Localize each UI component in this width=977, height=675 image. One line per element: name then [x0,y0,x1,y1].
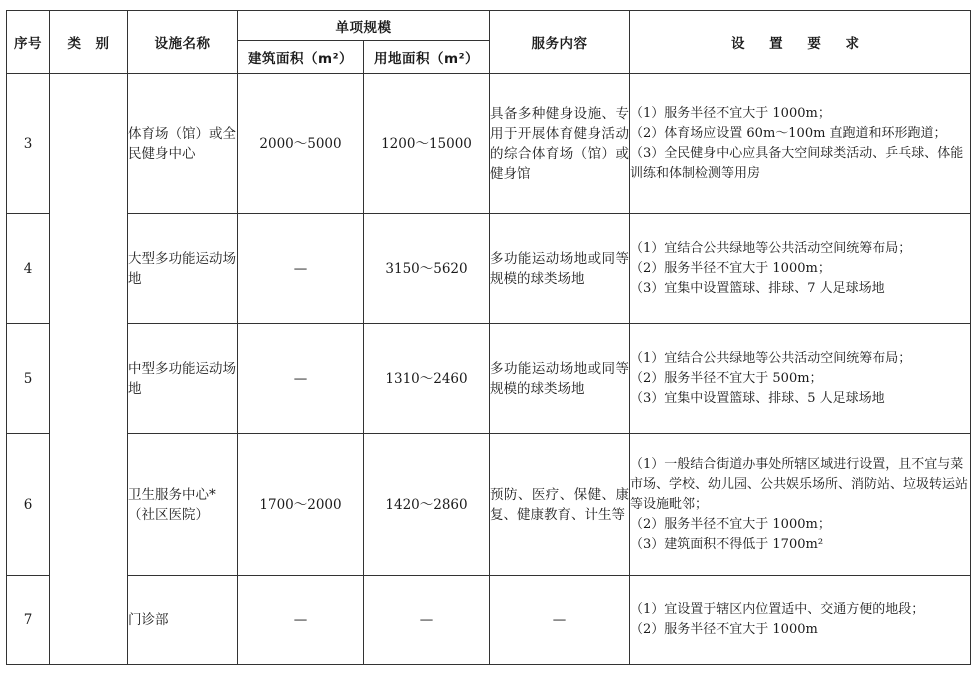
row-index: 5 [7,324,50,434]
header-service-content: 服务内容 [490,11,630,74]
building-area: — [238,576,364,665]
service-content: 多功能运动场地或同等规模的球类场地 [490,214,630,324]
service-content: 多功能运动场地或同等规模的球类场地 [490,324,630,434]
service-content: — [490,576,630,665]
requirements [630,434,971,576]
land-area: 1310～2460 [364,324,490,434]
requirement-item: （3）宜集中设置篮球、排球、7 人足球场地 [630,280,885,296]
building-area: — [238,324,364,434]
row-index: 6 [7,434,50,576]
requirement-item: （2）服务半径不宜大于 500m； [630,370,823,386]
header-land-area: 用地面积（m²） [364,41,490,74]
row-index: 3 [7,74,50,214]
requirement-item: （2）服务半径不宜大于 1000m； [630,260,831,276]
header-building-area: 建筑面积（m²） [238,41,364,74]
requirement-item: （1）宜结合公共绿地等公共活动空间统筹布局； [630,350,912,366]
requirement-item: （2）服务半径不宜大于 1000m； [630,516,831,532]
land-area: 1420～2860 [364,434,490,576]
service-content: 具备多种健身设施、专用于开展体育健身活动的综合体育场（馆）或健身馆 [490,74,630,214]
building-area: 1700～2000 [238,434,364,576]
row-index: 4 [7,214,50,324]
facility-name: 卫生服务中心*（社区医院） [128,434,238,576]
table-row [7,324,971,434]
land-area: 3150～5620 [364,214,490,324]
table-row [7,576,971,665]
facility-name: 大型多功能运动场地 [128,214,238,324]
requirements [630,74,971,214]
requirements [630,214,971,324]
header-requirements: 设 置 要 求 [630,11,971,74]
requirement-item: （1）一般结合街道办事处所辖区域进行设置，且不宜与菜市场、学校、幼儿园、公共娱乐场所、消防站、垃圾转运站等设施毗邻； [630,456,969,512]
land-area: — [364,576,490,665]
facility-standards-table [6,10,971,665]
facility-name: 中型多功能运动场地 [128,324,238,434]
requirement-item: （3）宜集中设置篮球、排球、5 人足球场地 [630,390,885,406]
building-area: — [238,214,364,324]
requirement-item: （1）服务半径不宜大于 1000m； [630,105,831,121]
table-row [7,214,971,324]
requirements [630,576,971,665]
building-area: 2000～5000 [238,74,364,214]
header-category: 类 别 [50,11,128,74]
header-scale-group: 单项规模 [238,11,490,41]
requirement-item: （1）宜设置于辖区内位置适中、交通方便的地段； [630,602,925,617]
requirement-item: （2）体育场应设置 60m～100m 直跑道和环形跑道； [630,125,947,141]
requirements [630,324,971,434]
facility-name: 体育场（馆）或全民健身中心 [128,74,238,214]
requirement-item: （1）宜结合公共绿地等公共活动空间统筹布局； [630,240,912,256]
land-area: 1200～15000 [364,74,490,214]
header-facility-name: 设施名称 [128,11,238,74]
facility-name: 门诊部 [128,576,238,665]
requirement-item: （3）建筑面积不得低于 1700m² [630,536,824,552]
requirement-item: （2）服务半径不宜大于 1000m [630,622,818,637]
requirement-item: （3）全民健身中心应具备大空间球类活动、乒乓球、体能训练和体制检测等用房 [630,145,964,181]
header-index: 序号 [7,11,50,74]
table-row [7,434,971,576]
service-content: 预防、医疗、保健、康复、健康教育、计生等 [490,434,630,576]
row-category [50,74,128,665]
row-index: 7 [7,576,50,665]
table-row [7,74,971,214]
